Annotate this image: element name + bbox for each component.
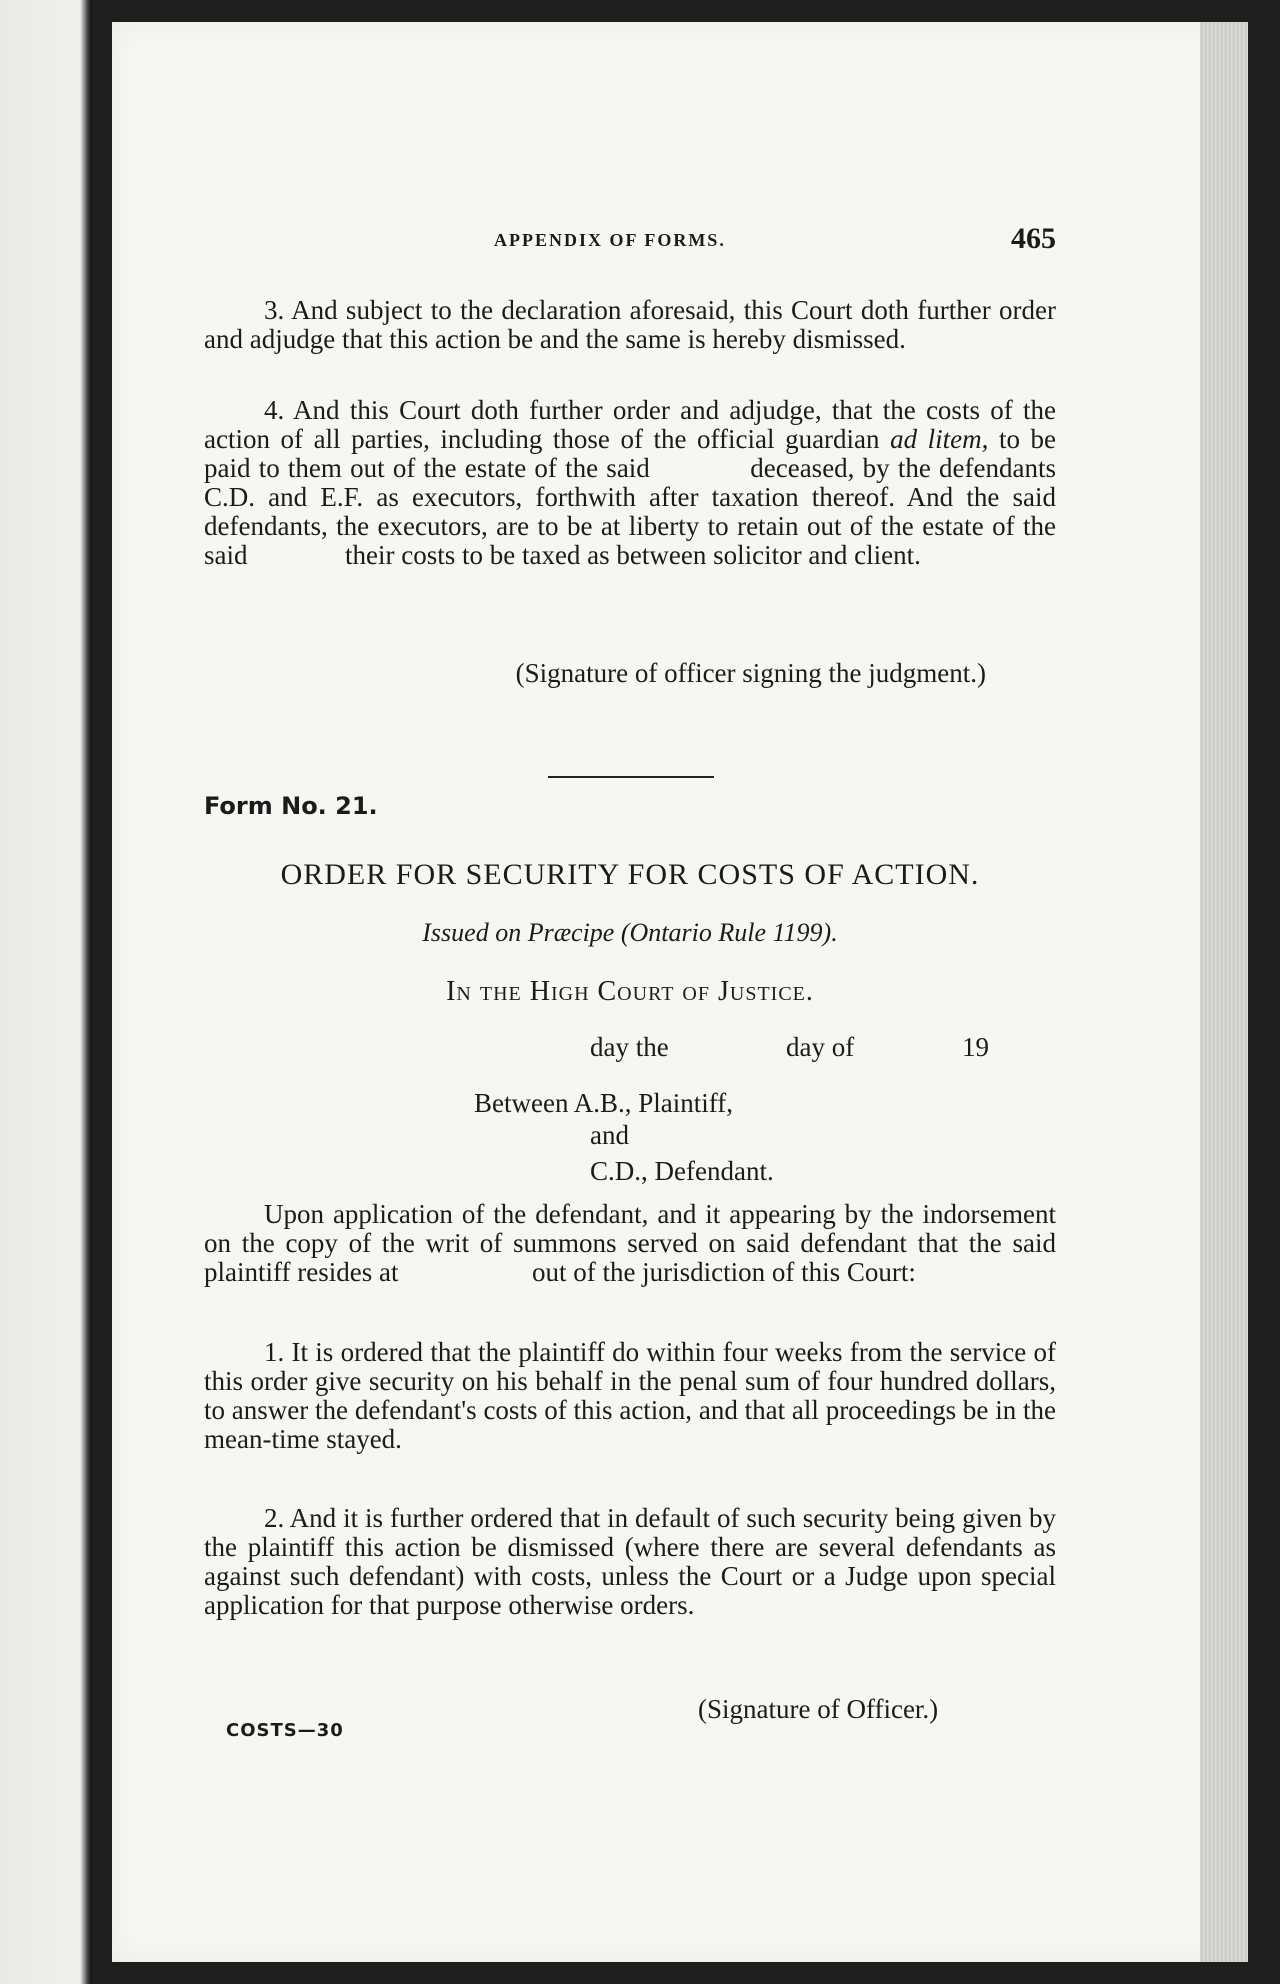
- para4-part3: deceased, by the defendants C.D. and E.F. as executors, forthwith after taxation thereof. And the said defendants, the executors, are to be at liberty to retain out of the estate of the said: [204, 453, 1057, 570]
- date-of: day of: [786, 1032, 855, 1062]
- form-subtitle: Issued on Præcipe (Ontario Rule 1199).: [422, 918, 838, 947]
- page-number: 465: [1011, 222, 1056, 255]
- printer-signature-mark: COSTS—30: [226, 1720, 344, 1741]
- para4-part1: 4. And this Court doth further order and adjudge, that the costs of the action of all parties, including those of the official guardian: [204, 395, 1056, 454]
- judgment-signature: [204, 658, 1056, 689]
- recital-part1: Upon application of the defendant, and it appearing by the indorsement on the copy of the writ of summons served on said defendant that the said plaintiff resides at: [204, 1199, 1056, 1287]
- para4-italic: ad litem,: [890, 424, 989, 454]
- officer-signature: (Signature of Officer.): [698, 1694, 939, 1724]
- judgment-paragraph-3: [204, 296, 1056, 354]
- date-year: 19: [962, 1032, 989, 1062]
- judgment-paragraph-4: [204, 396, 1056, 570]
- running-head: [204, 220, 1056, 260]
- party-plaintiff: Between A.B., Plaintiff,: [474, 1088, 733, 1118]
- para4-part4: their costs to be taxed as between solicitor and client.: [345, 540, 921, 570]
- court-name: In the High Court of Justice.: [446, 976, 814, 1007]
- running-title: APPENDIX OF FORMS.: [494, 230, 726, 250]
- para4-part2: to be paid to them out of the estate of the said: [204, 424, 1056, 483]
- section-divider: [548, 776, 714, 778]
- form-title: ORDER FOR SECURITY FOR COSTS OF ACTION.: [280, 858, 980, 891]
- order-paragraph-2: [204, 1504, 1056, 1620]
- facing-page-edge: [0, 0, 92, 1984]
- recital-part2: out of the jurisdiction of this Court:: [531, 1257, 916, 1287]
- party-and: and: [590, 1120, 629, 1150]
- paragraph-text: [204, 396, 1056, 570]
- paragraph-text: 2. And it is further ordered that in default of such security being given by the plaintiff this action be dismissed (where there are several defendants as against such defendant) with costs, unless the Court or a Judge upon special application for that purpose otherwise orders.: [204, 1503, 1056, 1620]
- page-stack-edge: [1200, 22, 1248, 1962]
- party-defendant: C.D., Defendant.: [590, 1156, 774, 1186]
- page-content: [204, 22, 1056, 1962]
- date-day: day the: [590, 1032, 669, 1062]
- order-paragraph-1: [204, 1338, 1056, 1454]
- paragraph-text: 1. It is ordered that the plaintiff do within four weeks from the service of this order give security on his behalf in the penal sum of four hundred dollars, to answer the defendant's costs of this action, and that all proceedings be in the mean-time stayed.: [204, 1337, 1056, 1454]
- order-recital: [204, 1200, 1056, 1287]
- book-page: [112, 22, 1248, 1962]
- paragraph-text: [204, 1200, 1056, 1287]
- judgment-signature-text: (Signature of officer signing the judgment.): [515, 658, 986, 688]
- paragraph-text: 3. And subject to the declaration aforesaid, this Court doth further order and adjudge that this action be and the same is hereby dismissed.: [204, 295, 1056, 354]
- form-number: Form No. 21.: [204, 792, 378, 820]
